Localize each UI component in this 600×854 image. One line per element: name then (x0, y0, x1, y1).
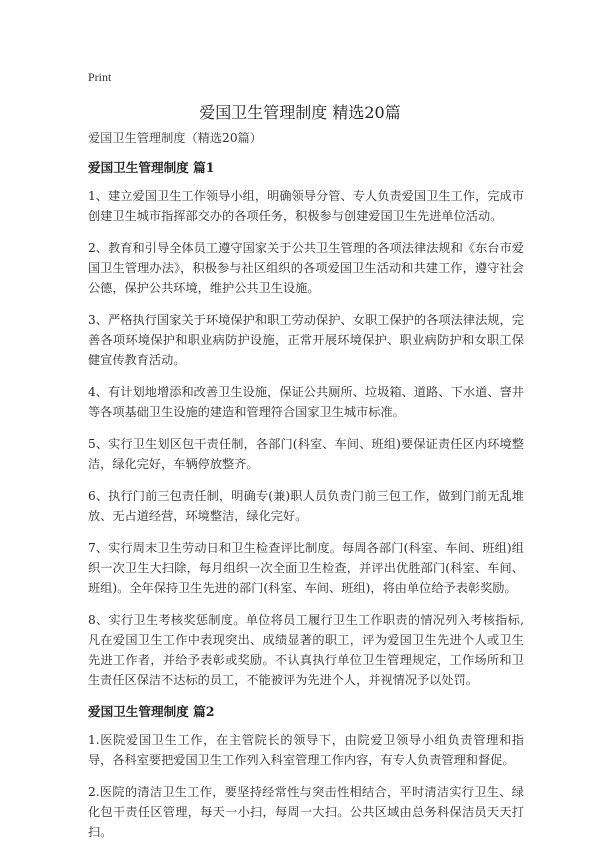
section-heading: 爱国卫生管理制度 篇1 (88, 160, 215, 175)
print-link[interactable]: Print (88, 70, 112, 84)
paragraph: 5、实行卫生划区包干责任制，各部门(科室、车间、班组)要保证责任区内环境整洁，绿化完好，车辆停放整齐。 (88, 437, 524, 471)
paragraph: 1.医院爱国卫生工作，在主管院长的领导下，由院爱卫领导小组负责管理和指导，各科室要把爱国卫生工作列入科室管理工作内容，有专人负责管理和督促。 (88, 733, 524, 767)
paragraph: 1、建立爱国卫生工作领导小组，明确领导分管、专人负责爱国卫生工作，完成市创建卫生城市指挥部交办的各项任务，积极参与创建爱国卫生先进单位活动。 (88, 189, 524, 223)
section-2 (88, 702, 524, 842)
paragraph: 2.医院的清洁卫生工作，要坚持经常性与突击性相结合，平时清洁实行卫生、绿化包干责任区管理，每天一小扫，每周一大扫。公共区域由总务科保洁员天天打扫。 (88, 785, 524, 839)
paragraph: 4、有计划地增添和改善卫生设施，保证公共厕所、垃圾箱、道路、下水道、窨井等各项基础卫生设施的建造和管理符合国家卫生城市标准。 (88, 385, 524, 419)
document-body (88, 128, 524, 854)
paragraph: 7、实行周末卫生劳动日和卫生检查评比制度。每周各部门(科室、车间、班组)组织一次卫生大扫除，每月组织一次全面卫生检查，并评出优胜部门(科室、车间、班组)。全年保持卫生先进的部门(科室、车间、班组)，将由单位给予表彰奖励。 (88, 541, 524, 595)
paragraph: 2、教育和引导全体员工遵守国家关于公共卫生管理的各项法律法规和《东台市爱国卫生管理办法》，积极参与社区组织的各项爱国卫生活动和共建工作，遵守社会公德，保护公共环境，维护公共卫生设施。 (88, 241, 524, 295)
document-subtitle: 爱国卫生管理制度（精选20篇） (88, 131, 262, 145)
paragraph: 8、实行卫生考核奖惩制度。单位将员工履行卫生工作职责的情况列入考核指标,凡在爱国卫生工作中表现突出、成绩显著的职工，评为爱国卫生先进个人或卫生先进工作者，并给予表彰或奖励。不认真执行单位卫生管理规定，工作场所和卫生责任区保洁不达标的员工，不能被评为先进个人，并视情况予以处罚。 (88, 613, 524, 687)
page-title: 爱国卫生管理制度 精选20篇 (199, 103, 401, 122)
section-1 (88, 158, 524, 690)
section-heading: 爱国卫生管理制度 篇2 (88, 704, 215, 719)
paragraph: 6、执行门前三包责任制，明确专(兼)职人员负责门前三包工作，做到门前无乱堆放、无占道经营，环境整洁，绿化完好。 (88, 489, 524, 523)
paragraph: 3、严格执行国家关于环境保护和职工劳动保护、女职工保护的各项法律法规，完善各项环境保护和职业病防护设施，正常开展环境保护、职业病防护和女职工保健宣传教育活动。 (88, 313, 524, 367)
